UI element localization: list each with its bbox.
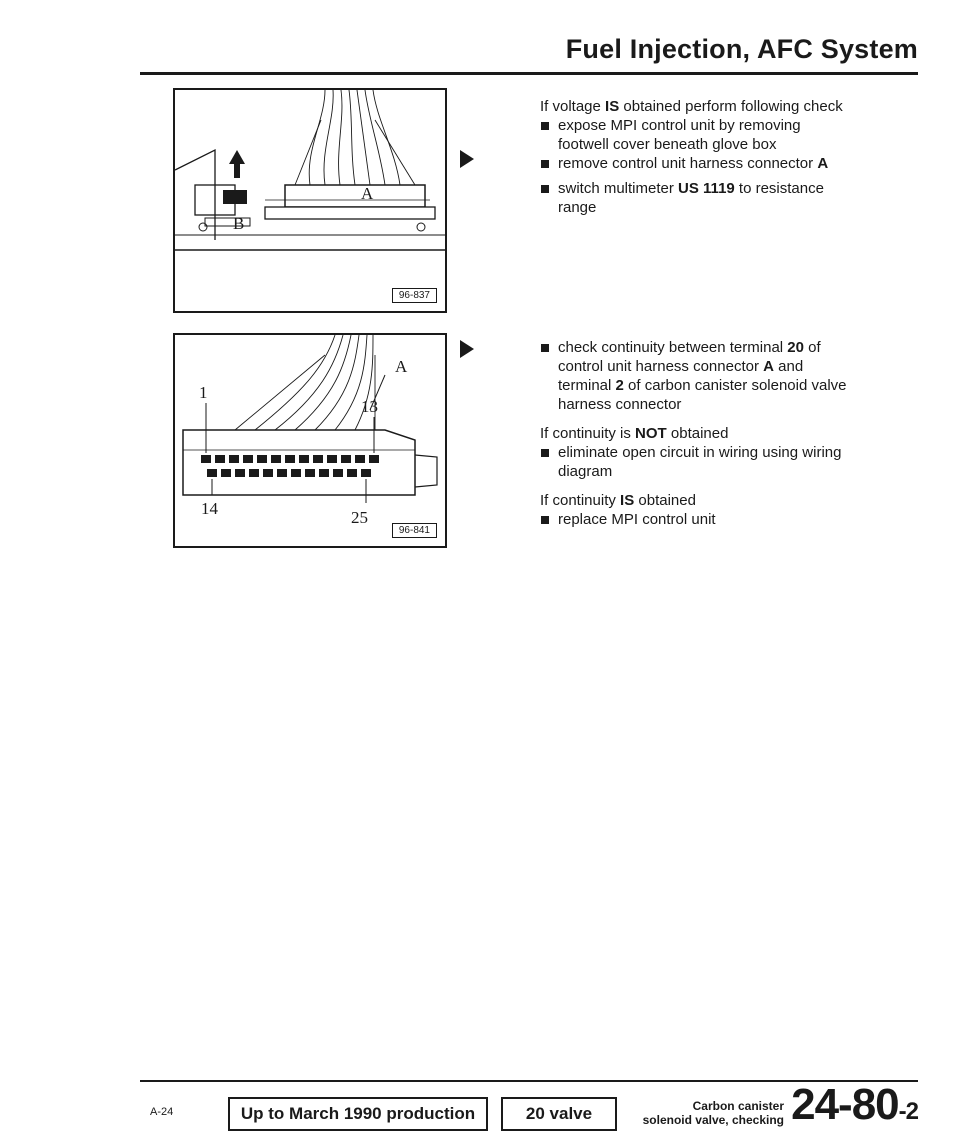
procedure-steps-2 <box>540 338 920 529</box>
header-rule <box>140 72 918 75</box>
step-check-continuity: check continuity between terminal 20 of control unit harness connector A and terminal 2 of carbon canister solenoid valve harness connector <box>540 338 920 414</box>
page-title: Fuel Injection, AFC System <box>565 34 918 64</box>
page-id: A-24 <box>150 1106 174 1118</box>
label-connector-a: A <box>395 357 408 376</box>
condition-continuity-not-obtained: If continuity is NOT obtained <box>540 425 729 442</box>
step-expose-control-unit: expose MPI control unit by removing footwell cover beneath glove box <box>540 116 920 154</box>
figure-control-unit-connector <box>173 88 447 313</box>
condition-voltage-obtained: If voltage IS obtained perform following check <box>540 98 843 115</box>
engine-variant-box: 20 valve <box>501 1097 617 1131</box>
production-range-box: Up to March 1990 production <box>228 1097 488 1131</box>
pointer-arrow-figure-1 <box>460 150 474 168</box>
step-replace-control-unit: replace MPI control unit <box>540 510 920 529</box>
figure-harness-connector-terminals <box>173 333 447 548</box>
label-pin-14: 14 <box>201 499 218 518</box>
condition-continuity-obtained: If continuity IS obtained <box>540 492 696 509</box>
figure-code: 96-837 <box>392 288 437 303</box>
label-pin-25: 25 <box>351 508 368 527</box>
step-switch-multimeter: switch multimeter US 1119 to resistance range <box>540 179 920 217</box>
control-unit-illustration <box>175 90 445 311</box>
procedure-steps-1 <box>540 97 920 217</box>
page-number: 24-80-2 <box>791 1080 918 1129</box>
label-pin-1: 1 <box>199 383 208 402</box>
step-eliminate-open-circuit: eliminate open circuit in wiring using wiring diagram <box>540 443 920 481</box>
label-connector-a: A <box>361 184 374 203</box>
step-remove-connector: remove control unit harness connector A <box>540 154 920 173</box>
pointer-arrow-figure-2 <box>460 340 474 358</box>
figure-code: 96-841 <box>392 523 437 538</box>
section-title: Carbon canister solenoid valve, checking <box>642 1099 784 1127</box>
label-relay-b: B <box>233 214 245 233</box>
label-pin-13: 13 <box>361 397 378 416</box>
